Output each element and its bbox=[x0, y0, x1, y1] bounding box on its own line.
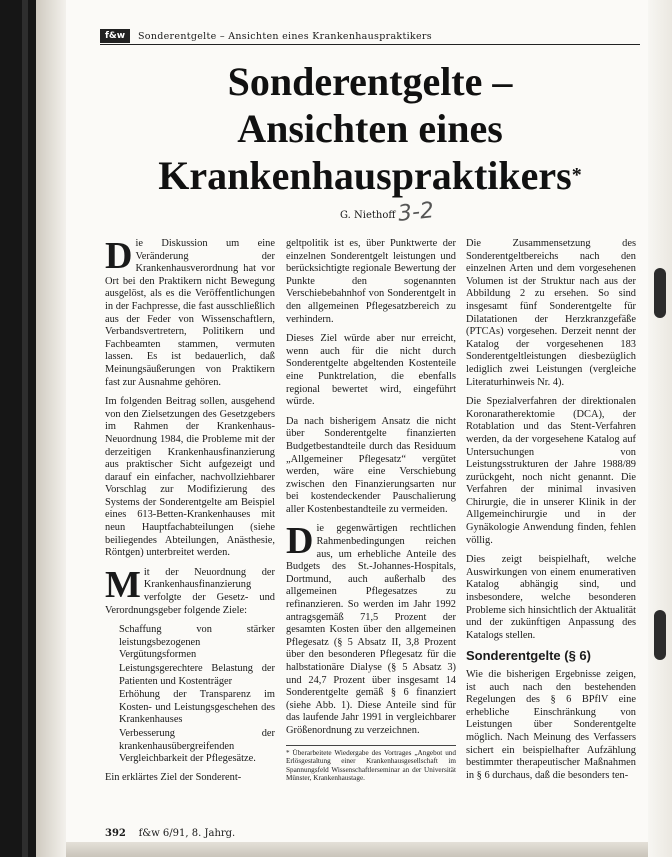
text-column-3 bbox=[466, 238, 636, 789]
running-head-text: Sonderentgelte – Ansichten eines Krankenhauspraktikers bbox=[138, 30, 432, 42]
paragraph-text: ie gegenwärtigen rechtlichen Rahmenbedingungen reichen aus, um erhebliche Anteile des Budgets des St.-Johannes-Hospitals, Dortmund, auch außerhalb des allgemeinen Pflegesatzes zu refinanzieren. So werden im Jahr 1992 antragsgemäß 71,5 Prozent der gesamten Kosten über den allgemeinen Pflegesatz (§ 5 Absatz II, 3,8 Prozent über den besonderen Pflegesatz für die halbstationäre Dialyse (§ 5 Absatz 3) und 24,7 Prozent über insgesamt 14 Sonderentgelte gemäß § 6 finanziert (siehe Abb. 1). Diese Anteile sind für das laufende Jahr 1991 in vergleichbarer Größenordnung zu verzeichnen. bbox=[286, 523, 456, 736]
list-item: Verbesserung der krankenhausübergreifenden Vergleichbarkeit der Pflegesätze. bbox=[119, 727, 275, 765]
title-line-1: Sonderentgelte – bbox=[227, 59, 513, 104]
paragraph: geltpolitik ist es, über Punktwerte der einzelnen Sonderentgelt leistungen und berücksichtigte regionale Bewertung der Punkte den sogenannten Verschiebebahnhof von Sonderentgelt in den allgemeinen Pflegesatzbereich zu verhindern. bbox=[286, 238, 456, 325]
journal-issue: f&w 6/91, 8. Jahrg. bbox=[138, 828, 236, 839]
running-head bbox=[100, 28, 640, 45]
paragraph: Im folgenden Beitrag sollen, ausgehend von den Zielsetzungen des Gesetzgebers im Rahmen der Krankenhaus-Neuordnung 1984, die Probleme mit der derzeitigen Krankenhausfinanzierung aus praktischer Sicht aufgezeigt und darauf ein einfacher, nachvollziehbarer Vorschlag zur Modifizierung des Systems der Sonderentgelte am Beispiel eines 613-Betten-Krankenhauses mit neun Hauptfachabteilungen (siehe beiliegendes Abteilungen, Anästhesie, Röntgen) unterbreitet werden. bbox=[105, 396, 275, 559]
list-item: Leistungsgerechtere Belastung der Patienten und Kostenträger bbox=[119, 663, 275, 687]
title-line-2: Ansichten eines bbox=[237, 106, 503, 151]
paragraph: Dies zeigt beispielhaft, welche Auswirkungen von einem enumerativen Katalog abhängig sind, und insbesondere, welche besonderen Probleme sich hinsichtlich der Aktualität und der zukünftigen Anpassung des Katalogs stellen. bbox=[466, 554, 636, 641]
page-bottom-edge bbox=[66, 842, 648, 857]
author-name: G. Niethoff bbox=[340, 210, 396, 221]
text-column-2 bbox=[286, 238, 456, 783]
paragraph: Wie die bisherigen Ergebnisse zeigen, ist auch nach den bestehenden Regelungen des § 6 BPflV eine erhebliche Einschränkung von Leistungen über Sonderentgelte möglich. Nach Meinung des Verfassers sichert ein beispielhafter Aufzählung bestimmter therapeutischer Maßnahmen in § 6 durchaus, daß die besonders ten- bbox=[466, 669, 636, 781]
paragraph bbox=[286, 520, 456, 737]
list-item: Schaffung von stärker leistungsbezogenen Vergütungsformen bbox=[119, 624, 275, 661]
handwritten-note: 3-2 bbox=[396, 198, 436, 227]
paragraph: Ein erklärtes Ziel der Sonderent- bbox=[105, 771, 242, 783]
paragraph: Da nach bisherigem Ansatz die nicht über Sonderentgelte finanzierten Budgetbestandteile durch das Residuum „Allgemeiner Pflegesatz“ vergütet werden, wäre eine Verschiebung zwischen den Finanzierungsarten nur bei kostendeckender Pauschalierung aller Kostenbestandteile zu vermeiden. bbox=[286, 415, 456, 515]
paragraph: Die Zusammensetzung des Sonderentgeltbereichs nach den einzelnen Arten und dem vorgesehenen Volumen ist der Struktur nach aus der Abbildung 2 zu ersehen. So sind insgesamt fünf Sonderentgelte für Dilatationen der Herzkranzgefäße (PTCAs) vorgesehen. Derzeit nennt der Katalog der vorgesehenen 183 Sonderentgeltleistungen diesbezüglich lediglich zwei Leistungen (vergleiche Literaturhinweis Nr. 4). bbox=[466, 238, 636, 388]
paragraph: Dieses Ziel würde aber nur erreicht, wenn auch für die nicht durch Sonderentgelte abgeltenden Kostenteile eine Punktrelation, die ebenfalls regional bewertet wird, eingeführt würde. bbox=[286, 333, 456, 408]
binding-highlight bbox=[22, 0, 28, 857]
drop-cap: D bbox=[105, 235, 133, 277]
binder-clip-icon bbox=[654, 268, 666, 318]
footnote: * Überarbeitete Wiedergabe des Vortrages „Angebot und Erlösgestaltung einer Krankenhausgesellschaft im Spannungsfeld Wissenschaftlerseminar an der Universität Münster, Krankenhaustage. bbox=[286, 745, 456, 783]
journal-logo: f&w bbox=[100, 29, 130, 43]
paragraph-text: ie Diskussion um eine Veränderung der Krankenhausverordnung hat vor Ort bei den Praktikern nicht Bewegung ausgelöst, als es die Veröffentlichungen in der Fachpresse, die fast ausschließlich aus der Feder von Wissenschaftlern, Verbandsvertretern, Politikern und Fachbeamten stammen, vermuten lassen. Es ist bedauerlich, daß Meinungsäußerungen von Praktikern fast zur Ausnahme gehören. bbox=[105, 238, 275, 388]
paragraph-text: it der Neuordnung der Krankenhausfinanzierung verfolgte der Gesetz- und Verordnungsgeber folgende Ziele: bbox=[105, 566, 275, 616]
text-column-1 bbox=[105, 235, 275, 791]
paragraph bbox=[105, 235, 275, 389]
drop-cap: M bbox=[105, 563, 141, 606]
title-line-3 bbox=[100, 152, 640, 199]
footnote-star: * bbox=[571, 164, 582, 186]
page-footer bbox=[105, 828, 235, 839]
list-item: Erhöhung der Transparenz im Kosten- und Leistungsgeschehen des Krankenhauses bbox=[119, 689, 275, 726]
book-binding-shadow bbox=[0, 0, 36, 857]
title-line-3-text: Krankenhauspraktikers bbox=[158, 153, 572, 198]
page-right-edge bbox=[648, 0, 672, 857]
binder-clip-icon bbox=[654, 610, 666, 660]
page-number: 392 bbox=[105, 828, 126, 839]
page-gutter bbox=[36, 0, 66, 857]
article-title bbox=[100, 58, 640, 199]
paragraph: Die Spezialverfahren der direktionalen Koronaratherektomie (DCA), der Rotablation und das Stent-Verfahren werden, da der vorgesehene Katalog auf Untersuchungen von Leistungsstrukturen der Jahre 1988/89 zurückgeht, noch nicht genannt. Die Verfahren der minimal invasiven Chirurgie, die in unserer Klinik in der Allgemeinchirurgie und in der Gynäkologie Anwendung finden, fehlen völlig. bbox=[466, 396, 636, 546]
goals-list bbox=[119, 624, 275, 766]
paragraph bbox=[105, 563, 275, 617]
drop-cap: D bbox=[286, 520, 314, 563]
section-heading: Sonderentgelte (§ 6) bbox=[466, 648, 591, 664]
